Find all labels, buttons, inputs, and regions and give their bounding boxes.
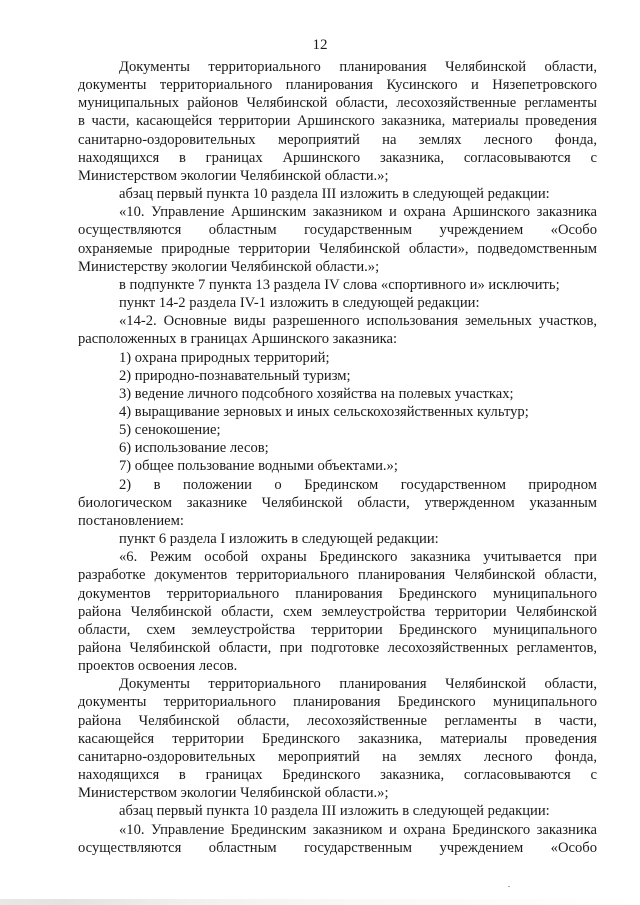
text-line: проектов освоения лесов. bbox=[78, 658, 238, 675]
text-line: документов территориального планирования Брединского муниципального bbox=[78, 585, 597, 602]
text-line: постановлением: bbox=[78, 512, 184, 529]
text-line: района Челябинской области, при подготовке лесохозяйственных регламентов, bbox=[78, 640, 597, 656]
text-line: пункт 14-2 раздела IV-1 изложить в следующей редакции: bbox=[119, 295, 480, 312]
text-line: муниципальных районов Челябинской области, лесохозяйственные регламенты bbox=[78, 95, 597, 112]
text-line: осуществляются областным государственным учреждением «Особо bbox=[78, 222, 597, 239]
text-line: абзац первый пункта 10 раздела III изложить в следующей редакции: bbox=[119, 803, 550, 820]
text-line: Министерством экологии Челябинской области.»; bbox=[78, 785, 389, 802]
text-line: абзац первый пункта 10 раздела III изложить в следующей редакции: bbox=[119, 186, 550, 203]
text-line: «14-2. Основные виды разрешенного использования земельных участков, bbox=[119, 313, 597, 330]
document-body bbox=[78, 58, 597, 857]
text-line: в подпункте 7 пункта 13 раздела IV слова «спортивного и» исключить; bbox=[119, 276, 560, 293]
text-line: разработке документов территориального планирования Челябинской области, bbox=[78, 567, 597, 584]
text-line: пункт 6 раздела I изложить в следующей редакции: bbox=[119, 531, 439, 548]
scan-speck bbox=[508, 886, 510, 887]
text-line: «6. Режим особой охраны Брединского заказника учитывается при bbox=[119, 549, 597, 566]
text-line: санитарно-оздоровительных мероприятий на землях лесного фонда, bbox=[78, 748, 597, 765]
text-line: 2) природно-познавательный туризм; bbox=[119, 367, 351, 384]
text-line: биологическом заказнике Челябинской области, утвержденном указанным bbox=[78, 494, 597, 511]
text-line: расположенных в границах Аршинского заказника: bbox=[78, 331, 398, 348]
text-line: 6) использование лесов; bbox=[119, 440, 269, 457]
text-line: «10. Управление Аршинским заказником и охрана Аршинского заказника bbox=[119, 204, 597, 221]
text-line: документы территориального планирования Кусинского и Нязепетровского bbox=[78, 77, 597, 94]
text-line: 5) сенокошение; bbox=[119, 422, 221, 439]
text-line: 7) общее пользование водными объектами.»; bbox=[119, 458, 398, 475]
text-line: находящихся в границах Аршинского заказника, согласовываются с bbox=[78, 149, 597, 166]
text-line: 4) выращивание зерновых и иных сельскохозяйственных культур; bbox=[119, 403, 529, 420]
text-line: 3) ведение личного подсобного хозяйства на полевых участках; bbox=[119, 385, 514, 402]
text-line: документы территориального планирования Брединского муниципального bbox=[78, 694, 597, 711]
text-line: санитарно-оздоровительных мероприятий на землях лесного фонда, bbox=[78, 131, 597, 148]
text-line: охраняемые природные территории Челябинской области», подведомственным bbox=[78, 240, 597, 257]
text-line: «10. Управление Брединским заказником и охрана Брединского заказника bbox=[119, 821, 597, 838]
text-line: Документы территориального планирования Челябинской области, bbox=[119, 676, 597, 693]
text-line: района Челябинской области, лесохозяйственные регламенты в части, bbox=[78, 712, 597, 729]
scan-edge-shadow bbox=[0, 899, 640, 905]
page-number: 12 bbox=[312, 37, 328, 53]
text-line: касающейся территории Брединского заказника, материалы проведения bbox=[78, 730, 597, 747]
text-line: 1) охрана природных территорий; bbox=[119, 349, 330, 366]
text-line: области, схем землеустройства территории Брединского муниципального bbox=[78, 621, 597, 638]
text-line: в части, касающейся территории Аршинского заказника, материалы проведения bbox=[78, 113, 597, 130]
text-line: Документы территориального планирования Челябинской области, bbox=[119, 59, 597, 75]
text-line: осуществляются областным государственным учреждением «Особо bbox=[78, 839, 597, 856]
text-line: находящихся в границах Брединского заказника, согласовываются с bbox=[78, 767, 597, 784]
text-line: 2) в положении о Брединском государственном природном bbox=[119, 476, 597, 493]
text-line: Министерству экологии Челябинской области.»; bbox=[78, 258, 380, 275]
text-line: Министерством экологии Челябинской области.»; bbox=[78, 167, 389, 184]
text-line: района Челябинской области, схем землеустройства территории Челябинской bbox=[78, 603, 597, 620]
